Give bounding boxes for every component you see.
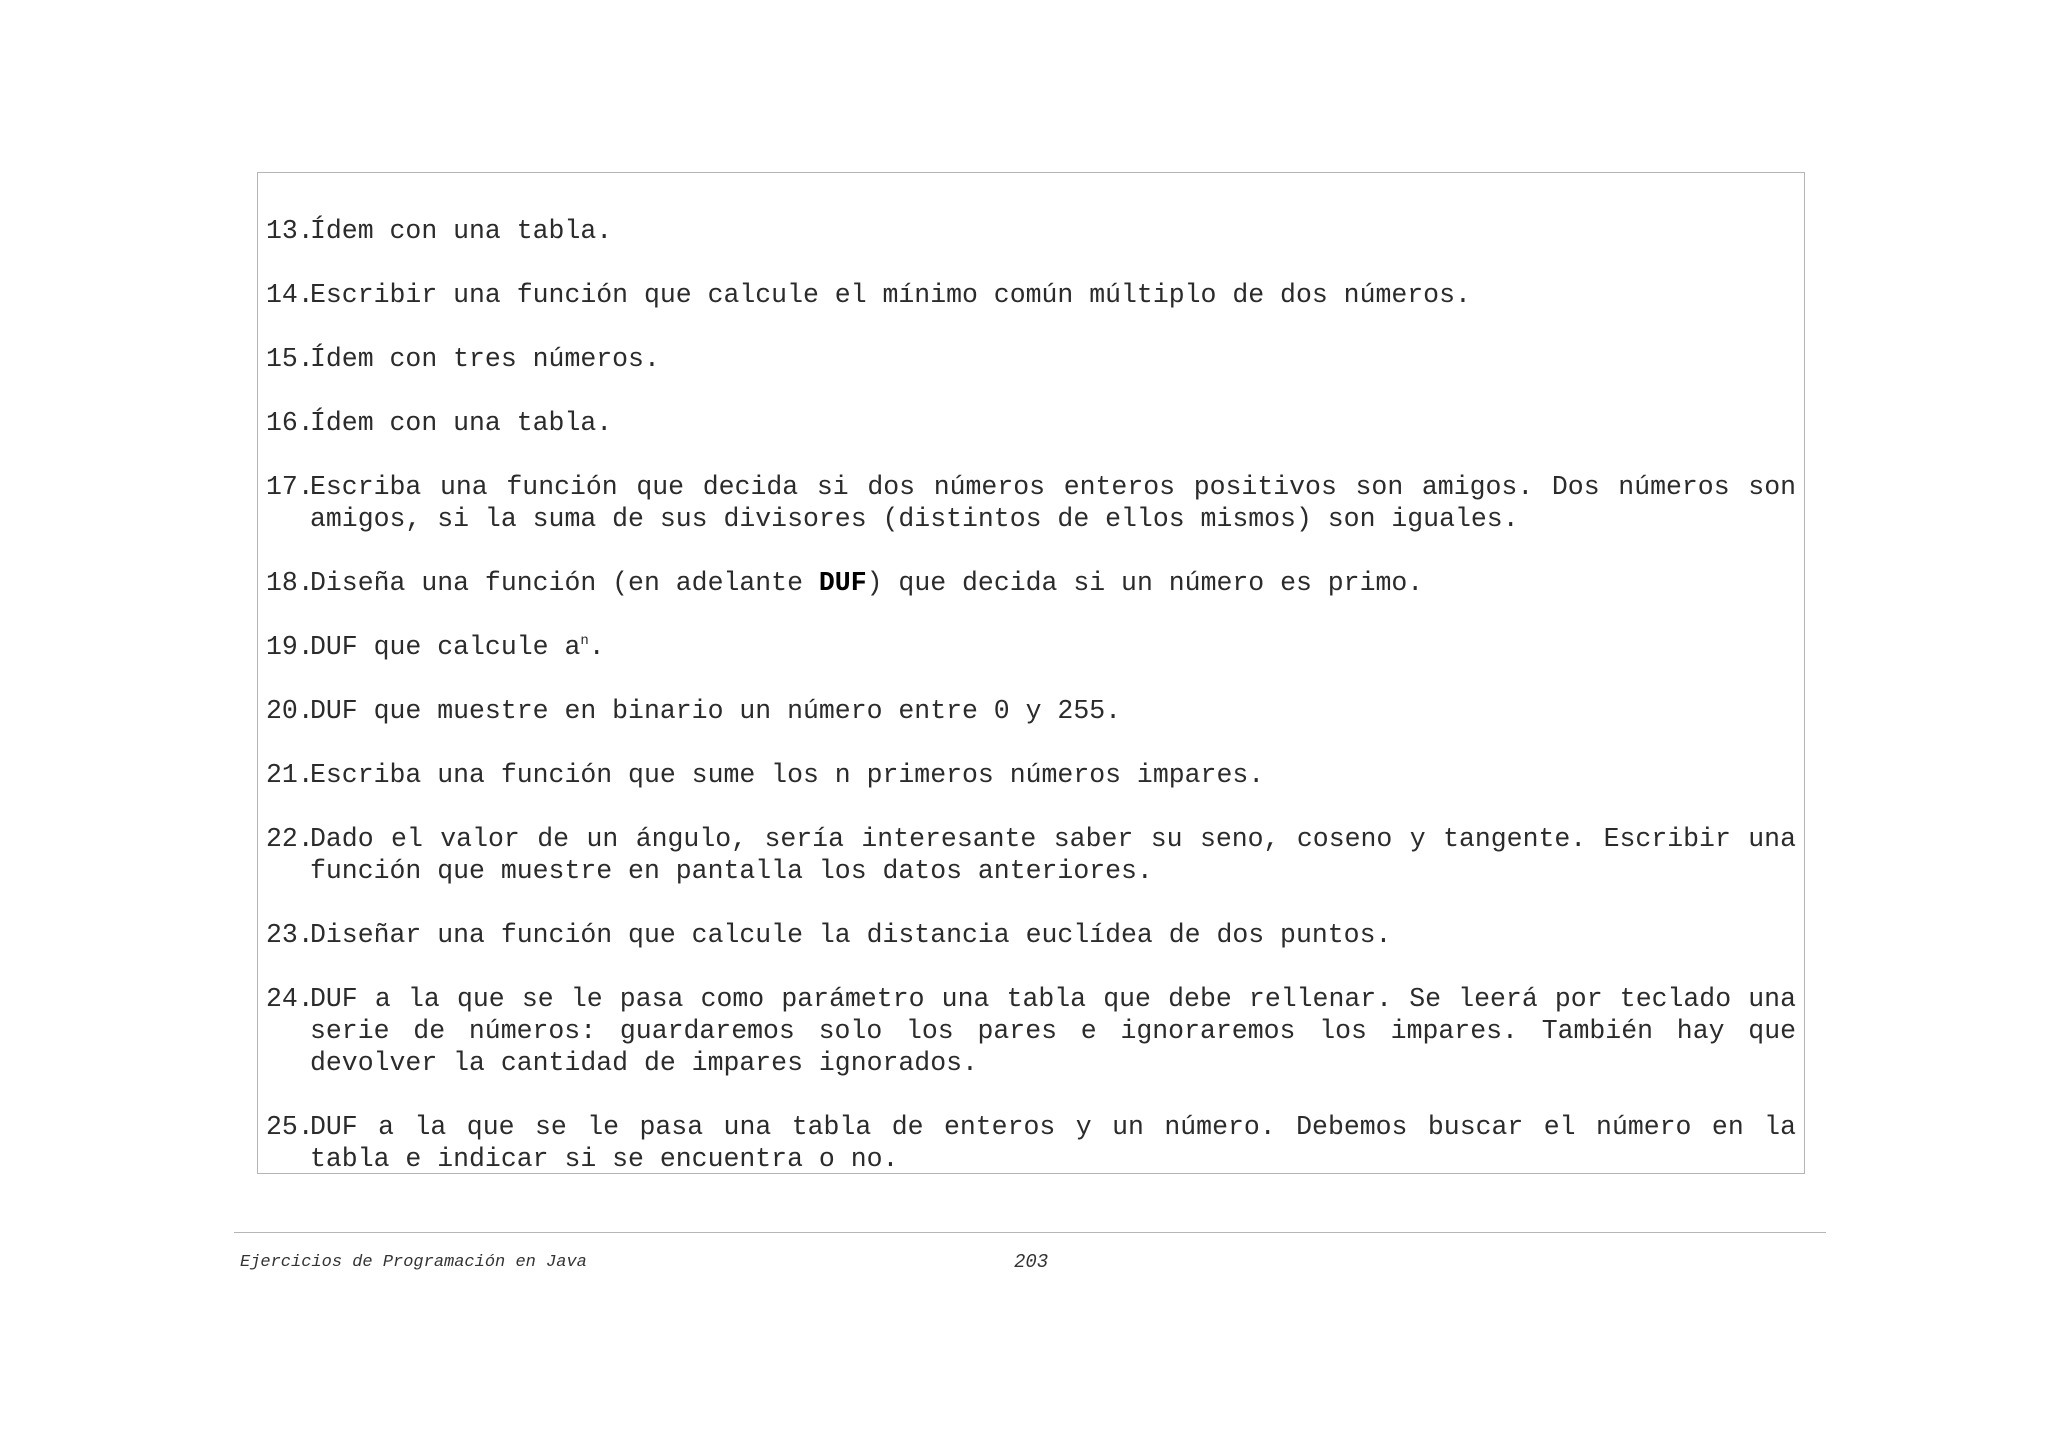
exercise-19 bbox=[266, 631, 1796, 663]
exercise-13 bbox=[266, 215, 1796, 247]
duf-abbreviation: DUF bbox=[818, 568, 867, 598]
exercise-number: 18. bbox=[266, 568, 314, 598]
footer-book-title: Ejercicios de Programación en Java bbox=[240, 1253, 587, 1272]
exercise-16 bbox=[266, 407, 1796, 439]
exercise-23 bbox=[266, 919, 1796, 951]
exercise-text: Ídem con una tabla. bbox=[310, 408, 613, 438]
exercise-21 bbox=[266, 759, 1796, 791]
page-number: 203 bbox=[1014, 1251, 1049, 1273]
exercise-text: Escriba una función que sume los n primeros números impares. bbox=[310, 760, 1265, 790]
exercise-text bbox=[310, 568, 1423, 598]
exercise-text-after: . bbox=[588, 632, 605, 662]
exercise-number: 21. bbox=[266, 760, 314, 790]
exercise-number: 20. bbox=[266, 696, 314, 726]
exercise-number: 14. bbox=[266, 280, 314, 310]
exercise-text: Ídem con tres números. bbox=[310, 344, 660, 374]
exercise-number: 16. bbox=[266, 408, 314, 438]
exercise-text: DUF a la que se le pasa como parámetro una tabla que debe rellenar. Se leerá por teclado una serie de números: guardaremos solo los pares e ignoraremos los impares. También hay que devolver la cantidad de impares ignorados. bbox=[310, 984, 1796, 1078]
exercise-number: 24. bbox=[266, 984, 314, 1014]
exercise-text: Diseñar una función que calcule la distancia euclídea de dos puntos. bbox=[310, 920, 1392, 950]
exercise-number: 25. bbox=[266, 1112, 314, 1142]
exercise-text: Escribir una función que calcule el mínimo común múltiplo de dos números. bbox=[310, 280, 1471, 310]
exercise-24 bbox=[266, 983, 1796, 1079]
exercise-box bbox=[257, 172, 1805, 1174]
exercise-text-before: Diseña una función (en adelante bbox=[310, 568, 819, 598]
exercise-14 bbox=[266, 279, 1796, 311]
exercise-17 bbox=[266, 471, 1796, 535]
exercise-15 bbox=[266, 343, 1796, 375]
exercise-text bbox=[310, 632, 605, 662]
exercise-number: 22. bbox=[266, 824, 314, 854]
exercise-number: 19. bbox=[266, 632, 314, 662]
exercise-18 bbox=[266, 567, 1796, 599]
exercise-number: 23. bbox=[266, 920, 314, 950]
footer-divider bbox=[234, 1232, 1826, 1233]
exercise-number: 13. bbox=[266, 216, 314, 246]
exercise-number: 17. bbox=[266, 472, 314, 502]
exercise-text-before: DUF que calcule a bbox=[310, 632, 581, 662]
exercise-text: Ídem con una tabla. bbox=[310, 216, 613, 246]
exercise-text: DUF que muestre en binario un número entre 0 y 255. bbox=[310, 696, 1122, 726]
exercise-25 bbox=[266, 1111, 1796, 1175]
exercise-text: DUF a la que se le pasa una tabla de enteros y un número. Debemos buscar el número en la tabla e indicar si se encuentra o no. bbox=[310, 1112, 1796, 1174]
exponent: n bbox=[580, 633, 589, 649]
exercise-text: Dado el valor de un ángulo, sería interesante saber su seno, coseno y tangente. Escribir una función que muestre en pantalla los datos anteriores. bbox=[310, 824, 1796, 886]
exercise-text-after: ) que decida si un número es primo. bbox=[866, 568, 1424, 598]
exercise-22 bbox=[266, 823, 1796, 887]
exercise-text: Escriba una función que decida si dos números enteros positivos son amigos. Dos números son amigos, si la suma de sus divisores (distintos de ellos mismos) son iguales. bbox=[310, 472, 1796, 534]
exercise-list bbox=[266, 215, 1796, 1175]
exercise-number: 15. bbox=[266, 344, 314, 374]
exercise-20 bbox=[266, 695, 1796, 727]
